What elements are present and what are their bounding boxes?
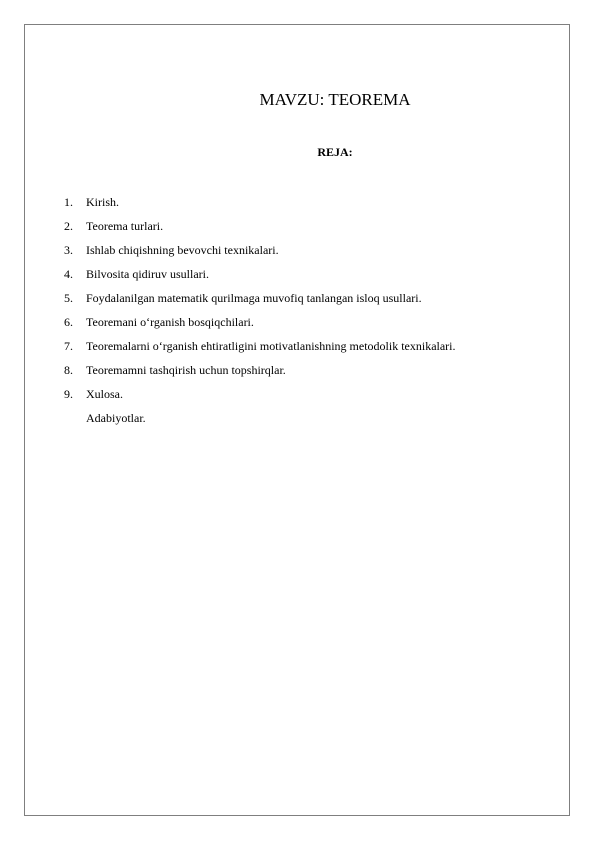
plan-item-text: Teorema turlari. [86,219,164,233]
plan-item [64,286,456,310]
plan-item [64,334,456,358]
plan-item-text: Adabiyotlar. [86,411,146,425]
plan-item [64,262,456,286]
plan-item-number: 9. [64,387,73,401]
document-title: MAVZU: TEOREMA [259,90,411,109]
plan-item-number: 6. [64,315,73,329]
plan-item-text: Xulosa. [86,387,123,401]
plan-item-text: Foydalanilgan matematik qurilmaga muvofiq tanlangan isloq usullari. [86,291,422,305]
plan-item [64,310,456,334]
plan-item-number: 5. [64,291,73,305]
plan-item-text: Bilvosita qidiruv usullari. [86,267,209,281]
plan-item-number: 8. [64,363,73,377]
plan-item-number: 3. [64,243,73,257]
plan-item-number: 7. [64,339,73,353]
plan-item [64,238,456,262]
plan-item [64,214,456,238]
plan-item-number: 2. [64,219,73,233]
plan-item-text: Ishlab chiqishning bevovchi texnikalari. [86,243,279,257]
plan-item [64,358,456,382]
plan-item-text: Teoremalarni o‘rganish ehtiratligini motivatlanishning metodolik texnikalari. [86,339,456,353]
plan-item-number: 4. [64,267,73,281]
plan-item [64,382,456,406]
plan-item [64,190,456,214]
plan-heading: REJA: [317,145,353,159]
plan-list [64,190,456,430]
plan-item-text: Teoremamni tashqirish uchun topshirqlar. [86,363,286,377]
plan-item-text: Teoremani o‘rganish bosqiqchilari. [86,315,254,329]
plan-item-number: 1. [64,195,73,209]
plan-item-text: Kirish. [86,195,119,209]
plan-item [64,406,456,430]
